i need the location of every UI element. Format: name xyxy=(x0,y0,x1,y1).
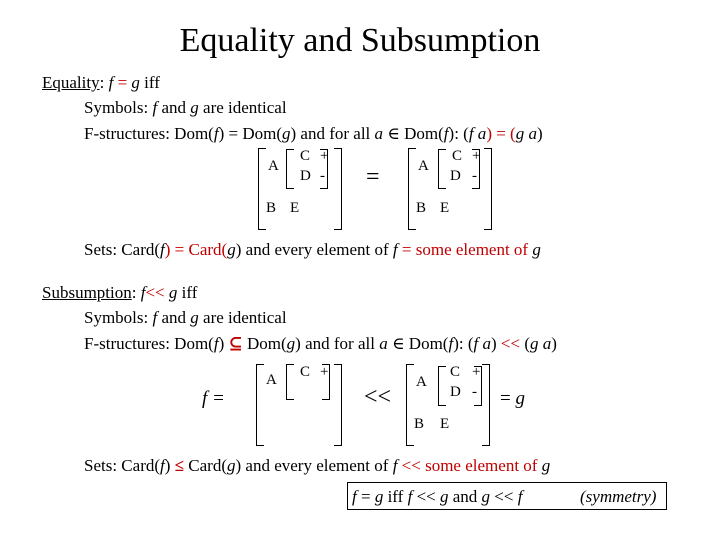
avm-inner-bracket-left xyxy=(438,149,446,189)
avm-bracket-right xyxy=(334,364,342,446)
avm-value-plus: + xyxy=(472,148,481,164)
avm-value-e: E xyxy=(440,200,450,216)
avm-attr-a: A xyxy=(266,372,277,388)
page-title: Equality and Subsumption xyxy=(179,22,541,59)
subset-icon: ⊆ xyxy=(228,334,243,353)
avm-attr-b: B xyxy=(416,200,427,216)
avm-attr-b: B xyxy=(414,416,425,432)
avm-value-e: E xyxy=(440,416,450,432)
equality-symbols-line: Symbols: f and g are identical xyxy=(84,98,287,117)
avm-attr-c: C xyxy=(300,364,311,380)
avm-value-plus: + xyxy=(472,364,481,380)
avm-bracket-right xyxy=(482,364,490,446)
avm-attr-c: C xyxy=(300,148,311,164)
subsumption-definition: Subsumption: f<< g iff xyxy=(42,283,198,302)
avm-bracket-left xyxy=(256,364,264,446)
subsumption-fstructures-line: F-structures: Dom(f) ⊆ Dom(g) and for all a ∈ Dom(f): (f a) << (g a) xyxy=(84,334,557,353)
symmetry-note: (symmetry) xyxy=(580,487,657,506)
avm-attr-a: A xyxy=(418,158,429,174)
equality-fstructures-line: F-structures: Dom(f) = Dom(g) and for all a ∈ Dom(f): (f a) = (g a) xyxy=(84,124,543,143)
avm-attr-c: C xyxy=(450,364,461,380)
avm-attr-a: A xyxy=(268,158,279,174)
subsumption-symbols-line: Symbols: f and g are identical xyxy=(84,308,287,327)
avm-value-minus: - xyxy=(320,168,325,184)
subsumption-heading: Subsumption xyxy=(42,283,132,302)
avm-attr-c: C xyxy=(452,148,463,164)
avm-attr-b: B xyxy=(266,200,277,216)
avm-value-plus: + xyxy=(320,364,329,380)
avm-attr-d: D xyxy=(450,384,461,400)
equality-avm-equals: = xyxy=(366,164,380,190)
equality-definition: Equality: f = g iff xyxy=(42,73,160,92)
avm-value-minus: - xyxy=(472,168,477,184)
subsumption-f-equals: f = xyxy=(202,388,225,409)
symmetry-statement: f = g iff f << g and g << f xyxy=(352,487,523,506)
avm-attr-a: A xyxy=(416,374,427,390)
avm-attr-d: D xyxy=(450,168,461,184)
avm-bracket-right xyxy=(334,148,342,230)
avm-value-plus: + xyxy=(320,148,329,164)
less-or-equal-icon: ≤ xyxy=(174,456,185,475)
avm-attr-d: D xyxy=(300,168,311,184)
subsumption-avm-relation: << xyxy=(364,384,392,410)
avm-bracket-right xyxy=(484,148,492,230)
avm-inner-bracket-left xyxy=(286,364,294,400)
avm-value-e: E xyxy=(290,200,300,216)
avm-bracket-left xyxy=(408,148,416,230)
equality-heading: Equality xyxy=(42,73,100,92)
avm-value-minus: - xyxy=(472,384,477,400)
equality-sets-line: Sets: Card(f) = Card(g) and every element of f = some element of g xyxy=(84,240,541,259)
avm-inner-bracket-left xyxy=(438,366,446,406)
avm-inner-bracket-left xyxy=(286,149,294,189)
avm-bracket-left xyxy=(406,364,414,446)
avm-bracket-left xyxy=(258,148,266,230)
subsumption-sets-line: Sets: Card(f) ≤ Card(g) and every element of f << some element of g xyxy=(84,456,551,475)
subsumption-equals-g: = g xyxy=(500,388,525,409)
